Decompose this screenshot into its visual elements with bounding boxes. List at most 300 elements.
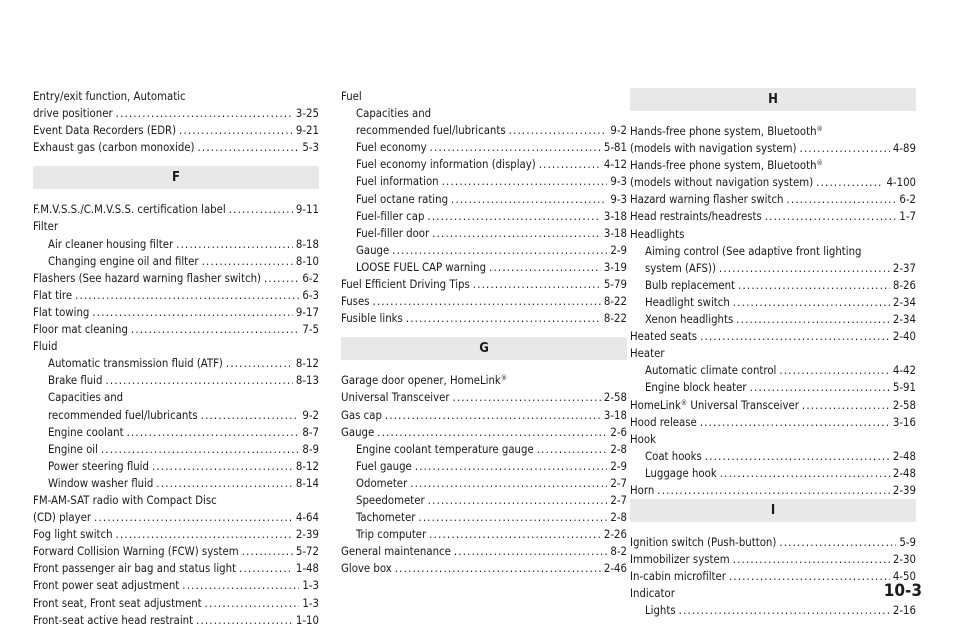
entry-text <box>645 448 702 465</box>
index-column-1 <box>33 88 319 629</box>
index-heading <box>33 338 319 355</box>
dot-leader <box>385 407 601 424</box>
page-reference: 5-3 <box>302 141 319 155</box>
page-reference: 2-30 <box>892 553 916 567</box>
entry-text <box>48 389 123 406</box>
index-entry <box>33 253 319 270</box>
dot-leader <box>509 122 608 139</box>
dot-leader <box>720 465 890 482</box>
entry-text <box>48 355 223 372</box>
page-reference: 3-16 <box>892 415 916 429</box>
index-entry <box>33 270 319 287</box>
page-reference: 2-40 <box>892 330 916 344</box>
entry-label: Lights <box>645 604 676 618</box>
entry-label: Fusible links <box>341 312 403 326</box>
entry-label: Hands-free phone system, Bluetooth <box>630 159 817 173</box>
entry-text <box>341 424 374 441</box>
index-entry <box>33 372 319 389</box>
index-entry <box>33 612 319 629</box>
entry-label: Engine coolant <box>48 425 124 439</box>
page-reference: 8-12 <box>295 459 319 473</box>
page-reference: 5-72 <box>295 545 319 559</box>
entry-text <box>33 105 113 122</box>
entry-text <box>48 253 199 270</box>
index-entry <box>33 509 319 526</box>
entry-label: General maintenance <box>341 545 451 559</box>
index-entry <box>33 560 319 577</box>
dot-leader <box>152 458 293 475</box>
entry-text <box>645 294 730 311</box>
entry-label: Forward Collision Warning (FCW) system <box>33 545 239 559</box>
entry-text <box>356 191 448 208</box>
entry-text <box>356 475 407 492</box>
index-entry <box>630 294 916 311</box>
index-entry <box>33 321 319 338</box>
entry-label: Head restraints/headrests <box>630 210 762 224</box>
page-reference: 8-13 <box>295 374 319 388</box>
entry-label: Hood release <box>630 415 697 429</box>
dot-leader <box>75 287 299 304</box>
index-entry <box>341 293 627 310</box>
section-letter-header: G <box>341 337 627 360</box>
page-reference: 2-39 <box>295 528 319 542</box>
entry-label: Coat hooks <box>645 449 702 463</box>
page-reference: 6-2 <box>899 193 916 207</box>
page-reference: 9-2 <box>610 124 627 138</box>
entry-label: Bulb replacement <box>645 278 736 292</box>
entry-text <box>48 441 98 458</box>
entry-text <box>645 465 717 482</box>
entry-label: Hands-free phone system, Bluetooth <box>630 125 817 138</box>
entry-text <box>645 243 862 260</box>
index-entry <box>630 260 916 277</box>
entry-text <box>356 156 536 173</box>
index-entry <box>341 407 627 424</box>
dot-leader <box>229 201 293 218</box>
index-entry <box>341 208 627 225</box>
index-entry <box>341 475 627 492</box>
entry-text <box>341 276 470 293</box>
dot-leader <box>729 568 890 585</box>
entry-text <box>356 441 534 458</box>
index-column-2 <box>341 88 627 577</box>
dot-leader <box>105 372 292 389</box>
entry-label: Automatic transmission fluid (ATF) <box>48 357 223 371</box>
index-entry <box>341 458 627 475</box>
index-heading <box>630 226 916 243</box>
entry-label: Headlight switch <box>645 295 730 309</box>
entry-text <box>630 191 783 208</box>
entry-label: Changing engine oil and filter <box>48 254 199 268</box>
page-reference: 9-17 <box>295 305 319 319</box>
entry-text <box>630 551 730 568</box>
page-reference: 3-18 <box>603 209 627 223</box>
entry-text <box>33 304 89 321</box>
entry-text <box>33 270 261 287</box>
entry-text <box>645 260 716 277</box>
index-heading <box>341 105 627 122</box>
entry-text <box>630 585 675 602</box>
entry-text <box>341 293 370 310</box>
dot-leader <box>657 482 890 499</box>
entry-label: Xenon headlights <box>645 313 734 327</box>
section-letter-header: F <box>33 166 319 189</box>
entry-text <box>33 218 58 235</box>
page-reference: 1-10 <box>295 613 319 627</box>
page-reference: 8-2 <box>610 545 627 559</box>
index-entry <box>630 397 916 414</box>
entry-label: Front passenger air bag and status light <box>33 562 237 576</box>
page-reference: 2-34 <box>892 295 916 309</box>
entry-text <box>645 362 776 379</box>
entry-label: Flashers (See hazard warning flasher switch) <box>33 271 261 285</box>
page-reference: 2-58 <box>892 398 916 412</box>
entry-text <box>33 122 176 139</box>
dot-leader <box>101 441 299 458</box>
entry-text <box>630 328 697 345</box>
entry-label: Gas cap <box>341 408 382 422</box>
entry-text <box>48 424 124 441</box>
dot-leader <box>700 328 890 345</box>
index-entry <box>341 173 627 190</box>
dot-leader <box>226 355 293 372</box>
entry-label: HomeLink <box>630 398 681 412</box>
entry-text <box>33 201 226 218</box>
page-reference: 2-46 <box>603 562 627 576</box>
dot-leader <box>179 122 293 139</box>
page-reference: 6-3 <box>302 288 319 302</box>
dot-leader <box>242 543 293 560</box>
index-entry <box>33 287 319 304</box>
page-reference: 1-48 <box>295 562 319 576</box>
index-heading <box>341 88 627 105</box>
entry-text <box>48 475 153 492</box>
index-entry <box>33 122 319 139</box>
page-reference: 8-26 <box>892 278 916 292</box>
entry-text <box>356 509 415 526</box>
page-reference: 8-18 <box>295 237 319 251</box>
entry-text <box>33 492 217 509</box>
dot-leader <box>430 139 601 156</box>
entry-label: Fuses <box>341 295 370 309</box>
entry-label: LOOSE FUEL CAP warning <box>356 260 487 274</box>
dot-leader <box>800 140 890 157</box>
page-reference: 8-22 <box>603 312 627 326</box>
index-entry <box>341 276 627 293</box>
dot-leader <box>205 595 300 612</box>
index-heading <box>33 389 319 406</box>
entry-label: drive positioner <box>33 107 113 121</box>
dot-leader <box>94 509 293 526</box>
section-letter-header: H <box>630 88 916 111</box>
dot-leader <box>700 414 890 431</box>
entry-text <box>33 560 236 577</box>
page-reference: 4-42 <box>892 364 916 378</box>
entry-text <box>630 431 656 448</box>
entry-label: Aiming control (See adaptive front lighting <box>645 244 862 258</box>
page-reference: 9-11 <box>295 203 319 217</box>
entry-text <box>48 458 149 475</box>
entry-label: Gauge <box>341 425 375 439</box>
entry-text <box>356 492 425 509</box>
entry-text <box>645 277 735 294</box>
dot-leader <box>816 174 883 191</box>
index-entry <box>341 122 627 139</box>
page-reference: 2-9 <box>610 243 627 257</box>
page-reference: 4-12 <box>603 158 627 172</box>
entry-text <box>33 543 239 560</box>
dot-leader <box>406 310 601 327</box>
entry-label: Immobilizer system <box>630 553 730 567</box>
entry-label-continued: Universal Transceiver <box>687 398 799 412</box>
entry-text <box>356 259 486 276</box>
page-reference: 2-48 <box>892 449 916 463</box>
index-entry <box>630 568 916 585</box>
entry-label: Universal Transceiver <box>341 391 450 405</box>
entry-label: Capacities and <box>356 107 432 121</box>
entry-label: Front power seat adjustment <box>33 579 180 593</box>
entry-label: system (AFS)) <box>645 261 716 275</box>
page-reference: 1-3 <box>302 579 319 593</box>
entry-label: Heater <box>630 347 665 361</box>
page-reference: 3-18 <box>603 408 627 422</box>
page-reference: 8-12 <box>295 357 319 371</box>
index-entry <box>341 543 627 560</box>
entry-text <box>630 568 726 585</box>
index-entry <box>33 201 319 218</box>
page-reference: 5-91 <box>892 381 916 395</box>
page-reference: 4-50 <box>892 570 916 584</box>
dot-leader <box>116 526 293 543</box>
dot-leader <box>427 208 601 225</box>
page-reference: 2-58 <box>603 391 627 405</box>
entry-label: Fuel gauge <box>356 459 412 473</box>
entry-label: (models with navigation system) <box>630 142 797 156</box>
index-entry <box>630 465 916 482</box>
page-reference: 2-26 <box>603 528 627 542</box>
entry-text <box>630 345 665 362</box>
page-reference: 4-100 <box>886 176 916 190</box>
dot-leader <box>432 225 601 242</box>
entry-label: Glove box <box>341 562 392 576</box>
index-entry <box>341 259 627 276</box>
entry-label: Event Data Recorders (EDR) <box>33 124 177 138</box>
entry-label: Tachometer <box>356 511 416 525</box>
page-reference: 2-8 <box>610 511 627 525</box>
page-reference: 8-9 <box>302 442 319 456</box>
page-reference: 2-6 <box>610 425 627 439</box>
dot-leader <box>779 534 896 551</box>
entry-text <box>33 338 57 355</box>
dot-leader <box>182 577 299 594</box>
entry-text <box>356 208 424 225</box>
entry-text <box>356 139 427 156</box>
index-entry <box>33 355 319 372</box>
entry-text <box>33 88 186 105</box>
index-entry <box>341 242 627 259</box>
dot-leader <box>451 191 607 208</box>
entry-label: Engine block heater <box>645 381 747 395</box>
index-entry <box>630 551 916 568</box>
dot-leader <box>201 407 300 424</box>
dot-leader <box>415 458 608 475</box>
dot-leader <box>705 448 890 465</box>
dot-leader <box>196 612 293 629</box>
index-entry <box>33 139 319 156</box>
index-entry <box>630 311 916 328</box>
entry-text <box>630 140 797 157</box>
index-entry <box>341 225 627 242</box>
entry-label: Engine coolant temperature gauge <box>356 442 534 456</box>
index-entry <box>33 407 319 424</box>
entry-text <box>356 122 506 139</box>
page-reference: 9-21 <box>295 124 319 138</box>
dot-leader <box>264 270 299 287</box>
entry-text <box>341 543 451 560</box>
index-entry <box>33 526 319 543</box>
page-reference: 5-79 <box>603 278 627 292</box>
entry-text <box>341 407 382 424</box>
entry-label: Fuel octane rating <box>356 192 449 206</box>
entry-text <box>356 458 412 475</box>
entry-text <box>630 414 697 431</box>
entry-text <box>33 577 179 594</box>
dot-leader <box>453 389 601 406</box>
dot-leader <box>489 259 601 276</box>
index-entry <box>341 389 627 406</box>
registered-mark: ® <box>500 374 508 383</box>
entry-label: Fuel Efficient Driving Tips <box>341 278 470 292</box>
entry-label: Capacities and <box>48 391 124 405</box>
page-reference: 2-48 <box>892 466 916 480</box>
page-reference: 5-9 <box>899 536 916 550</box>
index-heading <box>630 157 916 174</box>
index-heading <box>630 585 916 602</box>
index-entry <box>341 191 627 208</box>
index-entry <box>630 534 916 551</box>
dot-leader <box>410 475 607 492</box>
entry-text <box>630 226 684 243</box>
entry-label: F.M.V.S.S./C.M.V.S.S. certification label <box>33 203 226 217</box>
index-heading <box>630 345 916 362</box>
entry-label: Front seat, Front seat adjustment <box>33 596 202 610</box>
entry-label: (CD) player <box>33 511 92 525</box>
entry-label: Fuel-filler cap <box>356 209 425 223</box>
entry-label: Window washer fluid <box>48 476 154 490</box>
entry-text <box>356 173 439 190</box>
entry-label: Ignition switch (Push-button) <box>630 536 777 550</box>
page-reference: 3-19 <box>603 260 627 274</box>
entry-text <box>356 242 389 259</box>
entry-label: Hook <box>630 432 656 446</box>
entry-label: Flat towing <box>33 305 90 319</box>
page-reference: 8-22 <box>603 295 627 309</box>
index-entry <box>630 328 916 345</box>
index-entry <box>341 492 627 509</box>
registered-mark: ® <box>816 159 823 168</box>
page-reference: 1-3 <box>302 596 319 610</box>
entry-text <box>33 509 91 526</box>
index-entry <box>33 105 319 122</box>
entry-label: Exhaust gas (carbon monoxide) <box>33 141 195 155</box>
dot-leader <box>392 242 607 259</box>
entry-text <box>33 287 72 304</box>
entry-label: Speedometer <box>356 493 425 507</box>
dot-leader <box>539 156 601 173</box>
entry-label: Brake fluid <box>48 374 103 388</box>
index-entry <box>33 236 319 253</box>
entry-label: Fuel-filler door <box>356 226 430 240</box>
page-reference: 6-2 <box>302 271 319 285</box>
index-entry <box>33 475 319 492</box>
index-entry <box>33 458 319 475</box>
index-entry <box>33 424 319 441</box>
entry-label: Luggage hook <box>645 466 717 480</box>
dot-leader <box>537 441 608 458</box>
entry-label: In-cabin microfilter <box>630 570 726 584</box>
dot-leader <box>750 379 890 396</box>
index-heading <box>341 372 627 389</box>
entry-label: Fog light switch <box>33 528 113 542</box>
index-entry <box>630 140 916 157</box>
entry-label: Odometer <box>356 476 408 490</box>
index-heading <box>33 88 319 105</box>
index-entry <box>630 277 916 294</box>
dot-leader <box>377 424 607 441</box>
entry-label: Headlights <box>630 227 685 241</box>
dot-leader <box>428 492 608 509</box>
entry-label: Automatic climate control <box>645 364 777 378</box>
index-entry <box>630 448 916 465</box>
dot-leader <box>733 294 890 311</box>
page-reference: 4-89 <box>892 142 916 156</box>
entry-text <box>48 236 173 253</box>
dot-leader <box>198 139 300 156</box>
index-entry <box>630 482 916 499</box>
page-number: 10-3 <box>883 581 922 601</box>
index-entry <box>341 509 627 526</box>
entry-label: Power steering fluid <box>48 459 149 473</box>
index-entry <box>341 156 627 173</box>
entry-label: Filter <box>33 220 59 234</box>
page-reference: 8-10 <box>295 254 319 268</box>
entry-text <box>356 225 429 242</box>
page-reference: 2-7 <box>610 493 627 507</box>
page-reference: 2-34 <box>892 313 916 327</box>
dot-leader <box>92 304 293 321</box>
entry-label: Gauge <box>356 243 390 257</box>
dot-leader <box>418 509 607 526</box>
page-reference: 1-7 <box>899 210 916 224</box>
entry-label: Air cleaner housing filter <box>48 237 174 251</box>
index-heading <box>630 243 916 260</box>
entry-text <box>341 372 507 389</box>
page-reference: 8-7 <box>302 425 319 439</box>
entry-label: Floor mat cleaning <box>33 323 128 337</box>
entry-text <box>341 560 392 577</box>
entry-label: Fluid <box>33 340 58 354</box>
dot-leader <box>239 560 293 577</box>
entry-label: Horn <box>630 483 655 497</box>
dot-leader <box>202 253 293 270</box>
entry-text <box>33 526 113 543</box>
index-entry <box>630 191 916 208</box>
index-entry <box>341 310 627 327</box>
entry-text <box>33 139 195 156</box>
registered-mark: ® <box>680 398 688 407</box>
entry-text <box>630 534 776 551</box>
dot-leader <box>786 191 896 208</box>
